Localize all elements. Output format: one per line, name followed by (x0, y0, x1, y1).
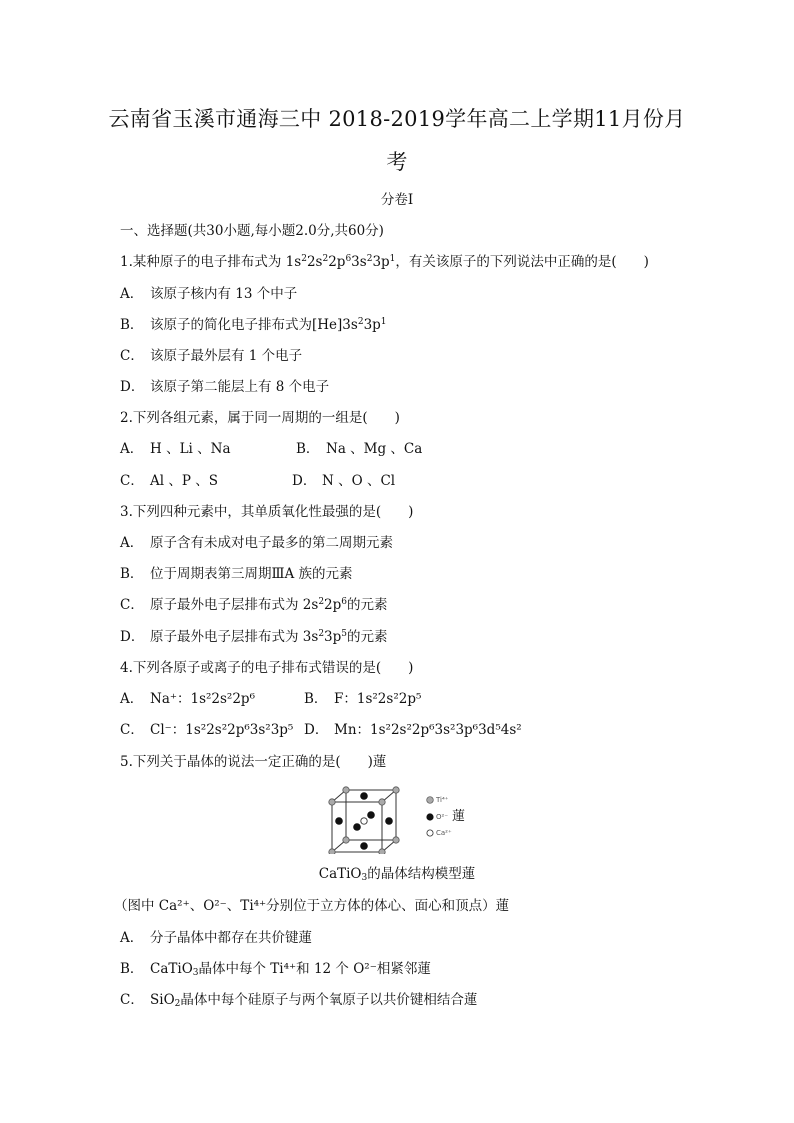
ti-ion-corner (393, 837, 399, 843)
question-3-stem: 3.下列四种元素中，其单质氧化性最强的是( ) (120, 504, 414, 520)
question-4-option-a: A． Na⁺：1s²2s²2p⁶ (120, 691, 255, 707)
question-2-option-b: B． Na 、Mg 、Ca (296, 441, 423, 457)
ti-ion-corner (329, 849, 335, 854)
question-4-stem: 4.下列各原子或离子的电子排布式错误的是( ) (120, 660, 414, 676)
legend-ti-label: Ti⁴⁺ (436, 796, 449, 804)
question-3-option-b: B． 位于周期表第三周期ⅢA 族的元素 (120, 566, 353, 582)
o-ion-face (385, 817, 393, 825)
question-1-option-a: A． 该原子核内有 13 个中子 (120, 286, 298, 302)
question-5-stem: 5.下列关于晶体的说法一定正确的是( )蓮 (120, 754, 387, 770)
question-5-option-c: C． SiO$_2$晶体中每个硅原子与两个氧原子以共价键相结合蓮 (120, 992, 478, 1009)
question-1-stem: 1.某种原子的电子排布式为 $1s^22s^22p^63s^23p^1$，有关该原子的下列说法中正确的是( ) (120, 254, 649, 270)
legend-o-marker (426, 813, 433, 820)
legend-ti-marker (427, 797, 434, 804)
question-1-option-d: D． 该原子第二能层上有 8 个电子 (120, 379, 330, 395)
question-5-option-b: B． CaTiO$_3$晶体中每个 Ti⁴⁺和 12 个 O²⁻相紧邻蓮 (120, 961, 431, 978)
o-ion-face (360, 792, 368, 800)
legend-o-label: O²⁻ (436, 813, 449, 821)
question-4-option-c: C． Cl⁻：1s²2s²2p⁶3s²3p⁵ (120, 722, 294, 738)
o-ion-face (353, 823, 361, 831)
ti-ion-corner (379, 799, 385, 805)
question-2-option-a: A． H 、Li 、Na (120, 441, 231, 457)
figure-caption: CaTiO$_3$的晶体结构模型蓮 (318, 866, 476, 883)
question-2-stem: 2.下列各组元素，属于同一周期的一组是( ) (120, 410, 400, 426)
ti-ion-corner (329, 799, 335, 805)
ti-ion-corner (343, 837, 349, 843)
question-3-option-c: C． 原子最外电子层排布式为 $2s^22p^6$的元素 (120, 597, 388, 613)
o-ion-face (367, 811, 375, 819)
question-2-option-c: C． Al 、P 、S (120, 473, 218, 489)
question-1-option-c: C． 该原子最外层有 1 个电子 (120, 348, 303, 364)
legend-ca-label: Ca²⁺ (436, 829, 452, 837)
ti-ion-corner (379, 849, 385, 854)
exam-title-line2: 考 (386, 150, 408, 174)
o-ion-face (360, 842, 368, 850)
cubic-lattice-diagram (326, 786, 476, 854)
section-label: 分卷I (380, 192, 414, 208)
crystal-structure-figure (326, 786, 476, 858)
question-3-option-d: D． 原子最外电子层排布式为 $3s^23p^5$的元素 (120, 629, 388, 645)
ti-ion-corner (393, 787, 399, 793)
legend-ca-marker (427, 830, 433, 836)
ca-ion-body-center (361, 818, 367, 824)
figure-note: （图中 Ca²⁺、O²⁻、Ti⁴⁺分别位于立方体的体心、面心和顶点）蓮 (114, 898, 510, 914)
legend-mark: 蓮 (452, 809, 466, 824)
o-ion-face (335, 817, 343, 825)
question-3-option-a: A． 原子含有未成对电子最多的第二周期元素 (120, 535, 393, 551)
question-4-option-b: B． F：1s²2s²2p⁵ (304, 691, 422, 707)
exam-title-line1: 云南省玉溪市通海三中 2018-2019学年高二上学期11月份月 (108, 107, 686, 131)
question-2-option-d: D． N 、O 、Cl (292, 473, 396, 489)
question-1-option-b: B． 该原子的简化电子排布式为$[He]3s^23p^1$ (120, 317, 387, 333)
part-header: 一、选择题(共30小题,每小题2.0分,共60分) (120, 223, 384, 239)
question-5-option-a: A． 分子晶体中都存在共价键蓮 (120, 930, 312, 946)
ti-ion-corner (343, 787, 349, 793)
question-4-option-d: D． Mn：1s²2s²2p⁶3s²3p⁶3d⁵4s² (304, 722, 522, 738)
